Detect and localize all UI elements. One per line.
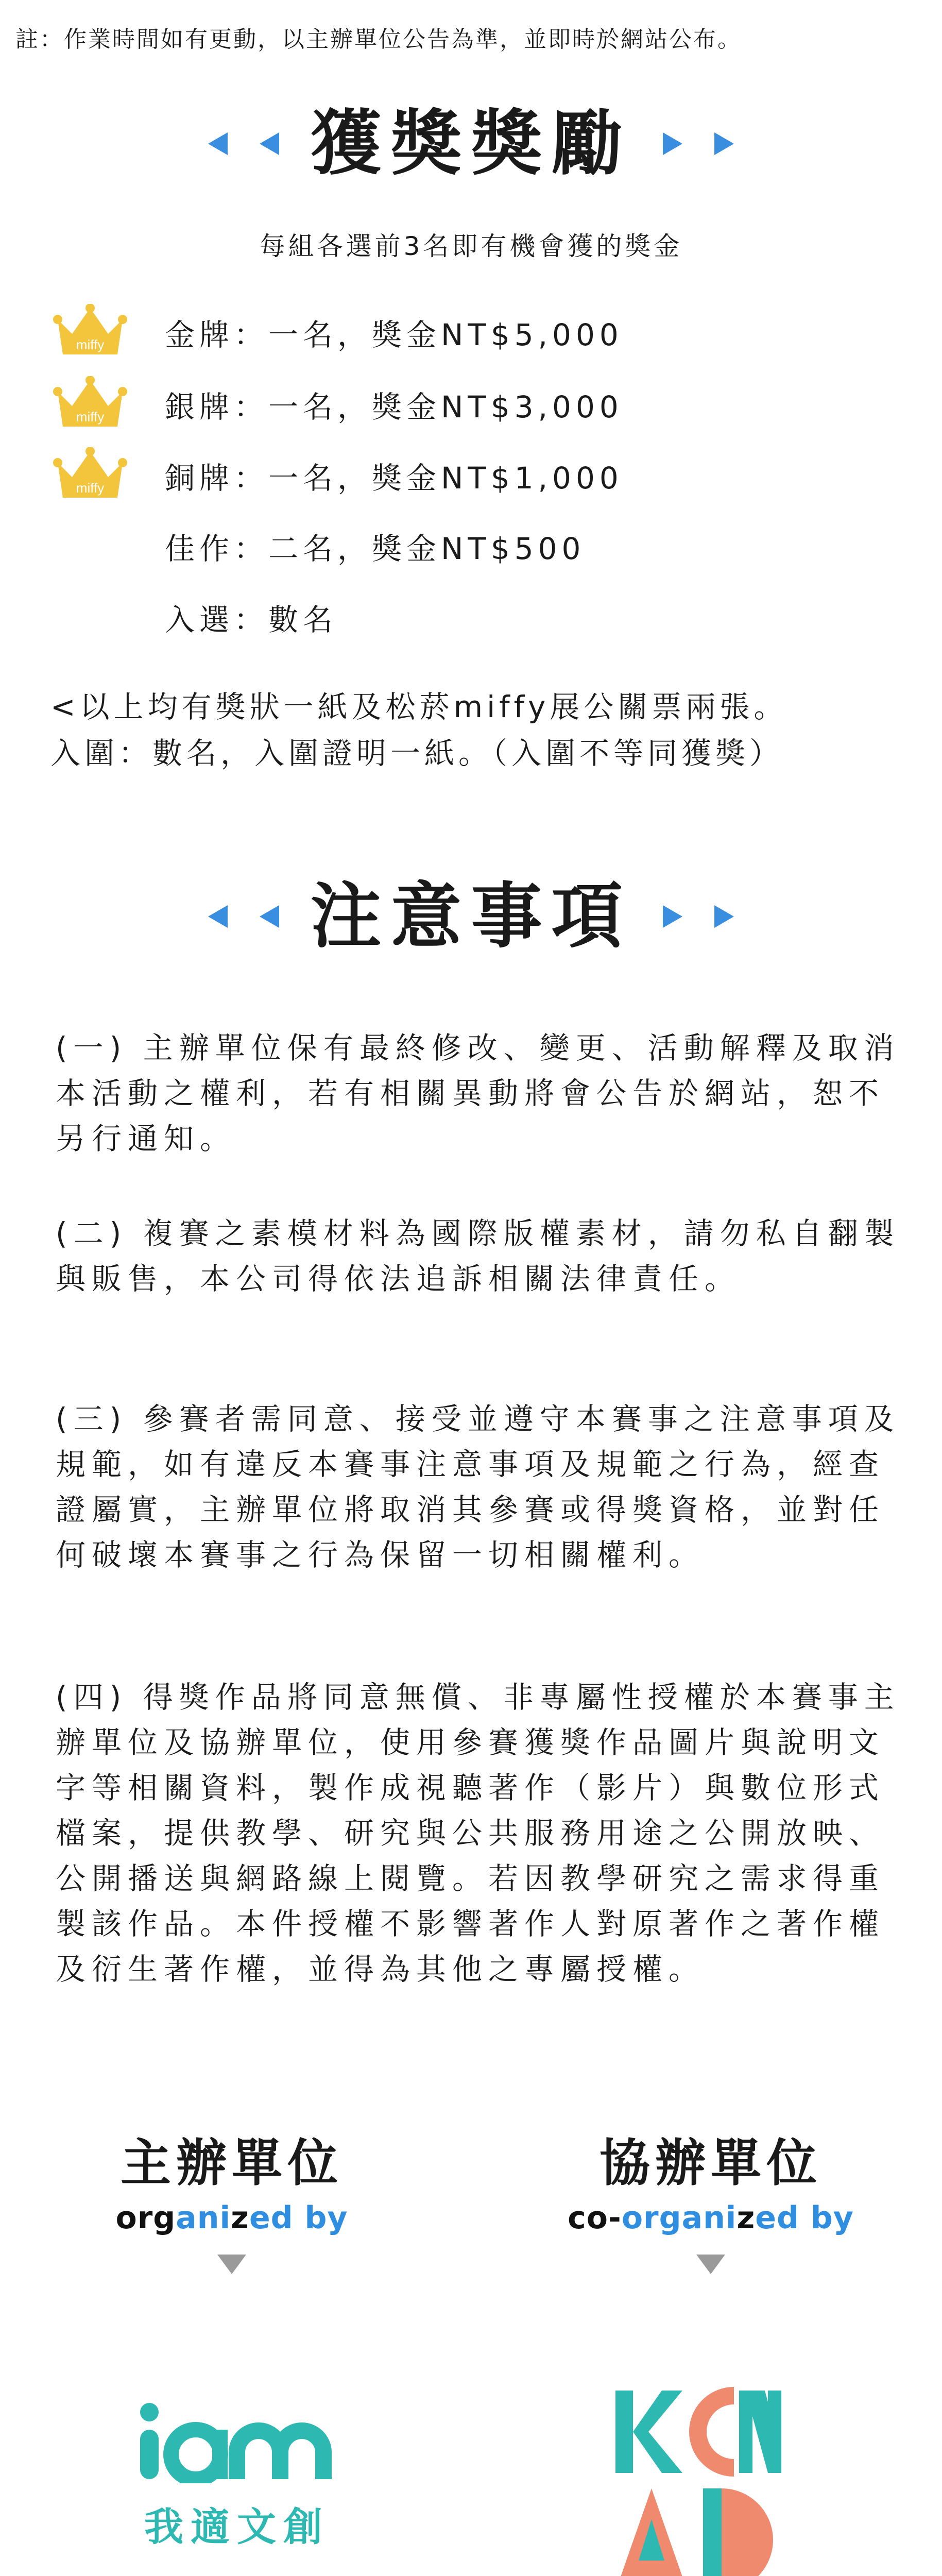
note-text: (四) 得獎作品將同意無償、非專屬性授權於本賽事主辦單位及協辦單位，使用參賽獲獎作品圖片與說明文字等相關資料，製作成視聽著作（影片）與數位形式檔案，提供教學、研究與公共服務用途之公開放映、公開播送與網路線上閱覽。若因教學研究之需求得重製該作品。本件授權不影響著作人對原著作之著作權及衍生著作權，並得為其他之專屬授權。 — [56, 1680, 900, 1987]
note-text: (三) 參賽者需同意、接受並遵守本賽事之注意事項及規範，如有違反本賽事注意事項及規範之行為，經查證屬實，主辦單位將取消其參賽或得獎資格，並對任何破壞本賽事之行為保留一切相關權利。 — [56, 1401, 900, 1572]
prize-item-selected — [52, 589, 337, 646]
awards-note: <以上均有獎狀一紙及松菸miffy展公關票兩張。 — [50, 689, 788, 724]
prize-text: 銅牌：一名，獎金NT$1,000 — [165, 461, 623, 496]
prize-item-silver — [52, 376, 623, 433]
awards-title: 獲獎獎勵 — [310, 102, 632, 185]
iam-logo-mark — [134, 2401, 340, 2483]
co-organizer — [530, 2134, 891, 2274]
awards-heading — [0, 102, 942, 185]
prize-text: 佳作：二名，獎金NT$500 — [165, 531, 586, 566]
iam-logo — [129, 2401, 345, 2552]
prize-text: 金牌：一名，獎金NT$5,000 — [165, 317, 623, 352]
notes-title: 注意事項 — [310, 875, 632, 958]
main-organizer — [52, 2134, 412, 2274]
prize-item-bronze — [52, 447, 623, 504]
arrow-right-icon — [714, 132, 734, 155]
arrow-right-icon — [714, 905, 734, 928]
arrow-right-icon — [663, 905, 682, 928]
crown-icon — [52, 376, 129, 433]
organizer-title: 主辦單位 — [120, 2134, 343, 2193]
down-triangle-icon — [217, 2255, 246, 2274]
arrow-left-icon — [208, 132, 228, 155]
note-text: (一) 主辦單位保有最終修改、變更、活動解釋及取消本活動之權利，若有相關異動將會公告於網站，恕不另行通知。 — [56, 1030, 900, 1156]
knad-logo — [610, 2380, 785, 2576]
note-item-4 — [56, 1674, 900, 1992]
arrow-left-icon — [260, 905, 279, 928]
notes-heading — [0, 875, 942, 958]
organized-by-label: organized by — [115, 2200, 348, 2236]
right-arrows — [663, 905, 734, 928]
svg-text:miffy: miffy — [76, 337, 105, 352]
arrow-left-icon — [260, 132, 279, 155]
knad-logo-mark — [610, 2380, 785, 2576]
co-organized-by-label: co-organized by — [568, 2200, 854, 2236]
awards-subtitle: 每組各選前3名即有機會獲的獎金 — [259, 231, 683, 261]
svg-text:miffy: miffy — [76, 409, 105, 425]
note-item-3 — [56, 1396, 900, 1578]
note-item-1 — [56, 1025, 900, 1161]
crown-icon — [52, 447, 129, 504]
prize-item-merit — [52, 518, 585, 574]
prize-text: 銀牌：一名，獎金NT$3,000 — [165, 389, 623, 425]
left-arrows — [208, 132, 279, 155]
notice-text: 註：作業時間如有更動，以主辦單位公告為準，並即時於網站公布。 — [15, 26, 742, 53]
finalist-note: 入圍：數名，入圍證明一紙。（入圍不等同獲獎） — [50, 736, 784, 771]
left-arrows — [208, 905, 279, 928]
prize-text: 入選：數名 — [165, 602, 338, 637]
right-arrows — [663, 132, 734, 155]
co-organizer-title: 協辦單位 — [599, 2134, 822, 2193]
crown-icon — [52, 304, 129, 361]
arrow-left-icon — [208, 905, 228, 928]
arrow-right-icon — [663, 132, 682, 155]
note-item-2 — [56, 1211, 900, 1301]
iam-name: 我適文創 — [144, 2504, 330, 2550]
down-triangle-icon — [696, 2255, 725, 2274]
prize-item-gold — [52, 304, 623, 361]
note-text: (二) 複賽之素模材料為國際版權素材，請勿私自翻製與販售，本公司得依法追訴相關法律責任。 — [56, 1216, 900, 1296]
svg-text:miffy: miffy — [76, 480, 105, 496]
